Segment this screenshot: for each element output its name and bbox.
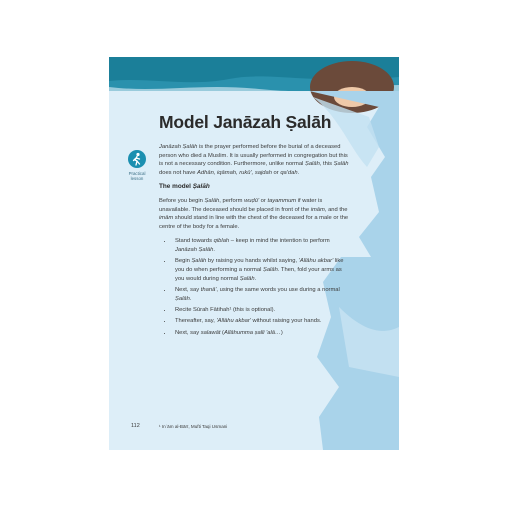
steps-list [159, 237, 349, 337]
intro-paragraph: Janāzah Ṣalāh is the prayer performed before the burial of a deceased person who died a Muslim. It is usually performed in congregation but this is not a necessary condition. Furthermore, unlike normal Ṣalāh, this Ṣalāh does not have Adhān, iqāmah, rukū', sajdah or qa'dah. [159, 144, 349, 176]
page-number: 112 [131, 423, 140, 429]
book-page [109, 57, 399, 450]
step-item: • Next, say salawāt (Allāhumma ṣalli 'alā…) [173, 329, 349, 338]
step-item: • Next, say thanā', using the same words you use during a normal Ṣalāh. [173, 286, 349, 303]
footnote: ¹ Inʿām al-Bārī, Mufti Taqi Usmani [159, 424, 228, 429]
page-title: Model Janāzah Ṣalāh [159, 112, 332, 132]
step-item: • Stand towards qiblah – keep in mind the intention to perform Janāzah Ṣalāh. [173, 237, 349, 254]
step-item: • Thereafter, say, 'Allāhu akbar' without raising your hands. [173, 317, 349, 326]
person-walking-icon [128, 150, 146, 168]
step-item: • Recite Sūrah Fātihah¹ (this is optional). [173, 306, 349, 315]
badge-label: Practical lesson [128, 171, 146, 182]
preparation-paragraph: Before you begin Ṣalāh, perform wuḍū' or tayammum if water is unavailable. The deceased should be placed in front of the imām, and the imām should stand in line with the chest of the deceased for a male or the centre of the body for a female. [159, 197, 349, 230]
step-item: • Begin Ṣalāh by raising you hands whilst saying, 'Allāhu akbar' like you do when performing a normal Ṣalāh. Then, fold your arms as you would during normal Ṣalāh. [173, 257, 349, 283]
subheading: The model Ṣalāh [159, 183, 210, 191]
content [159, 143, 349, 340]
practical-lesson-badge [124, 150, 150, 182]
